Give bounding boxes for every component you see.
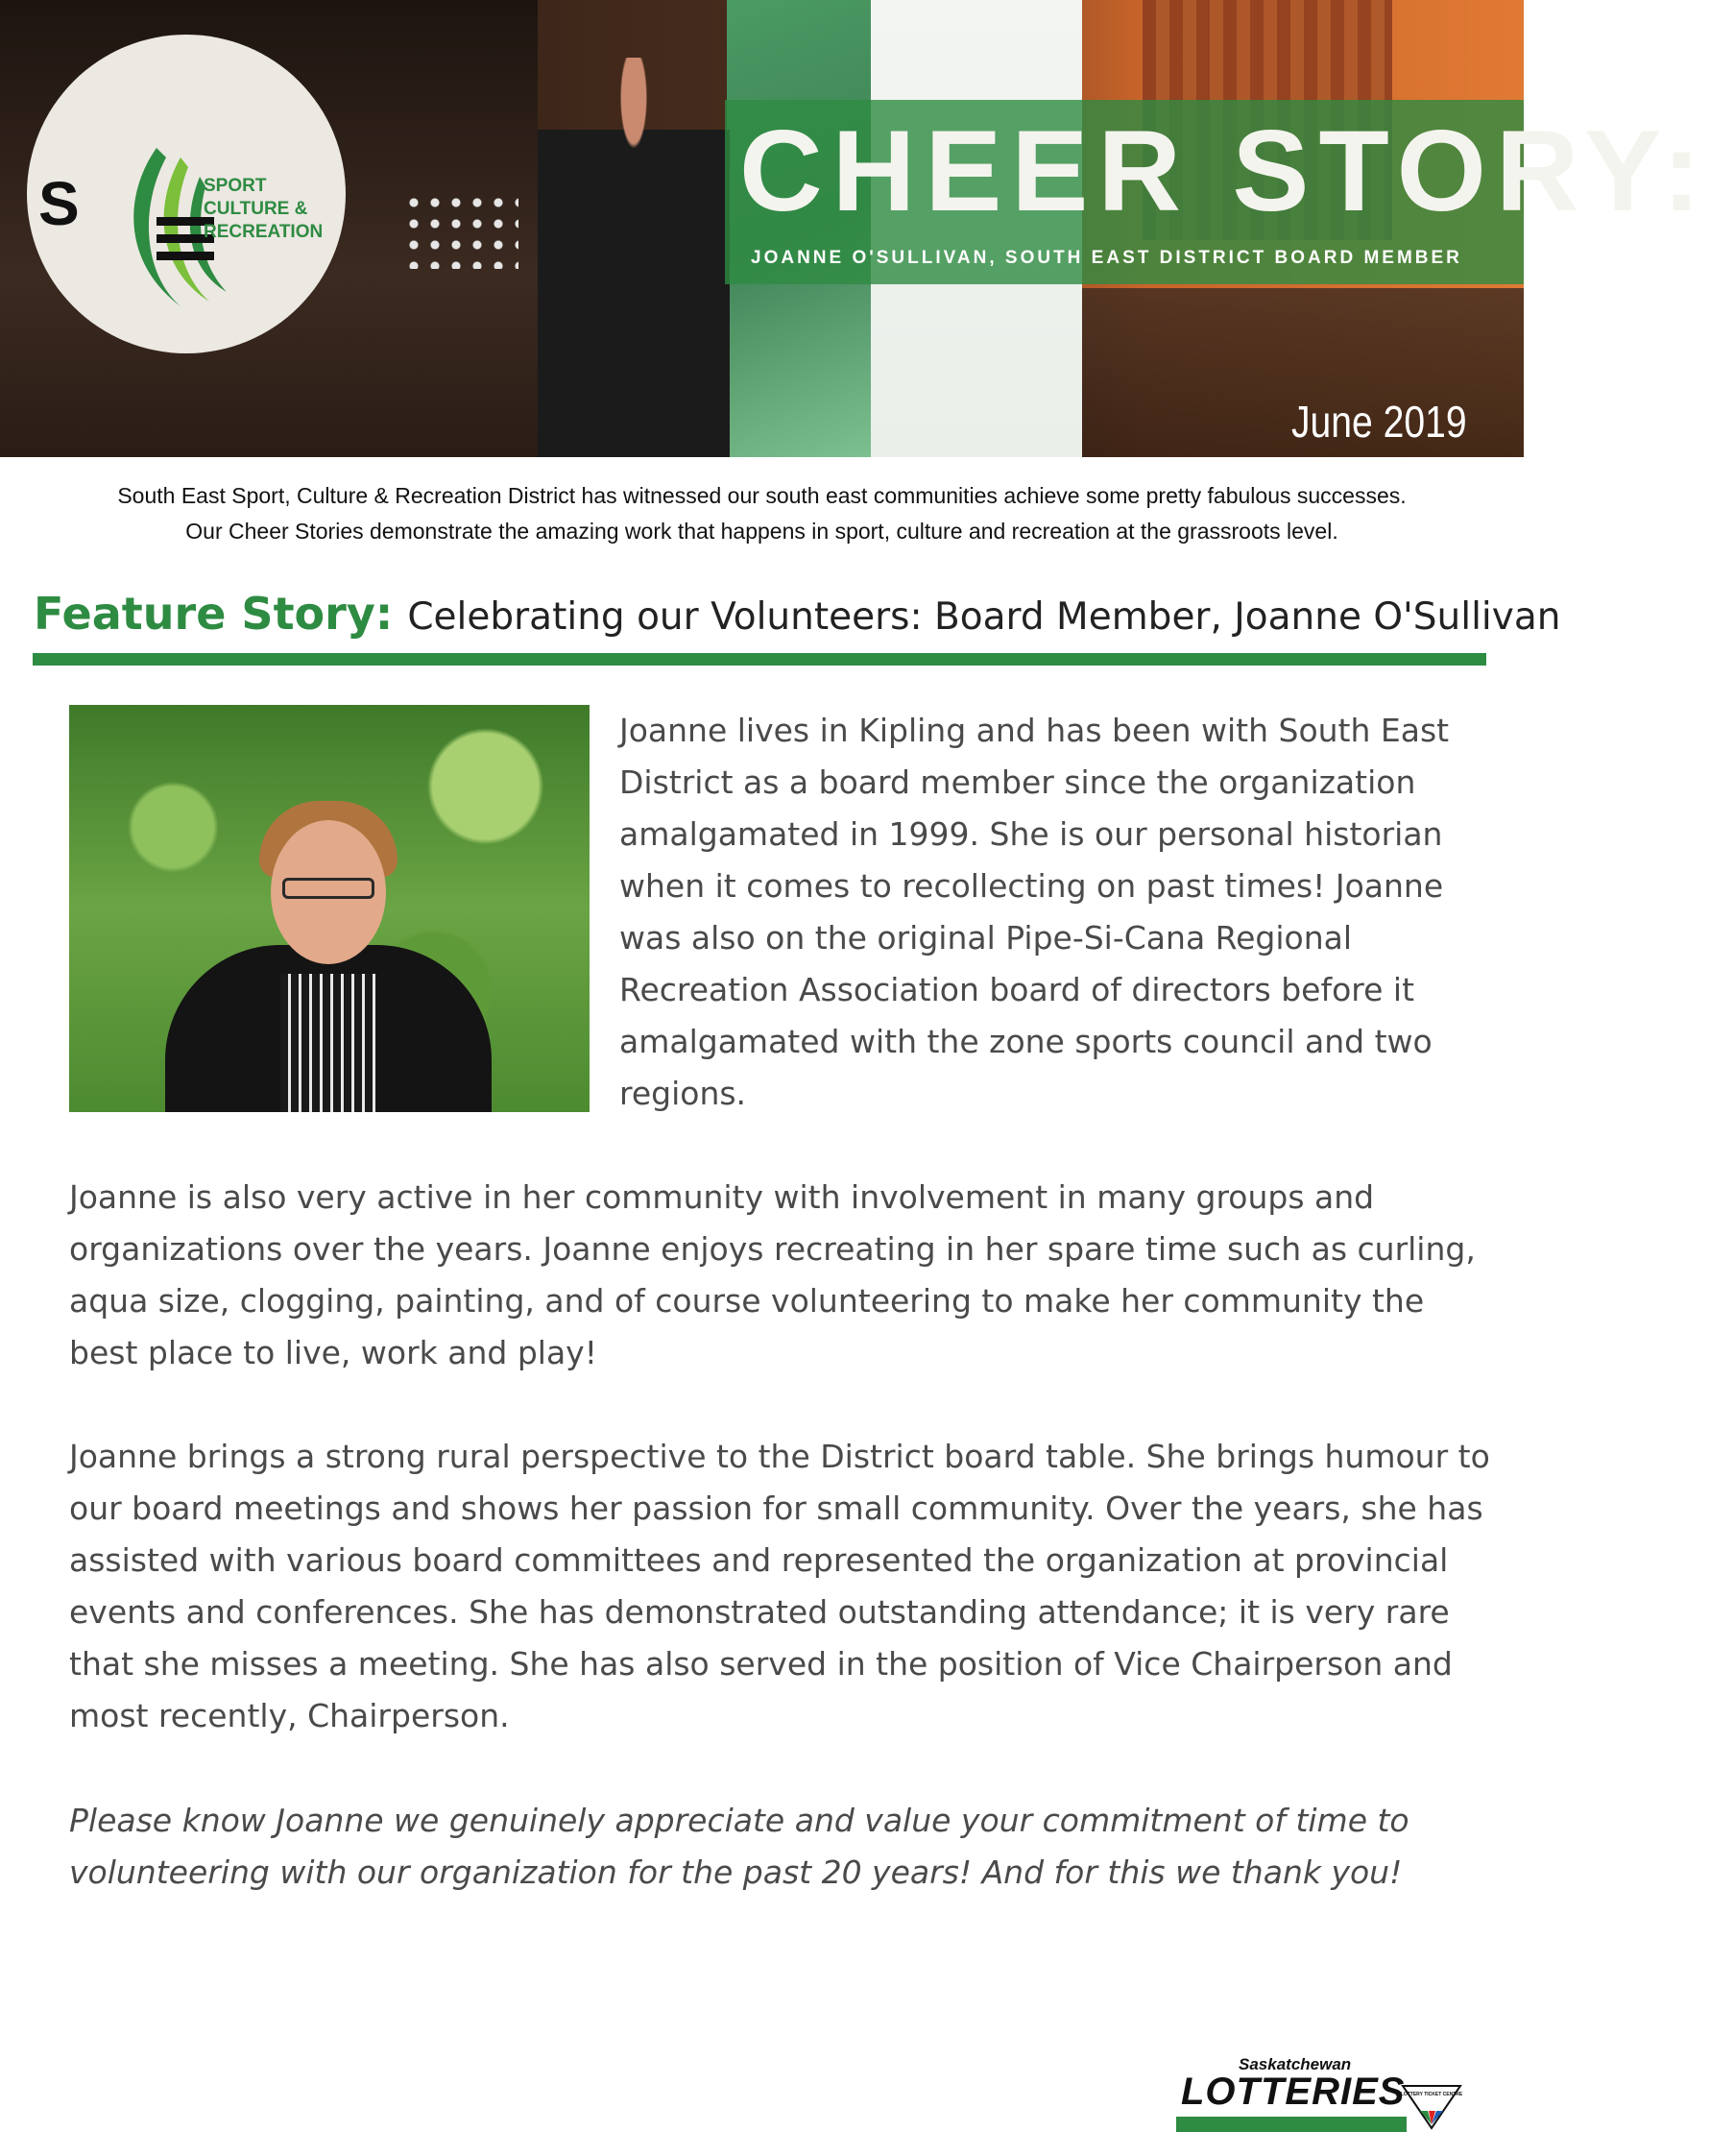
- logo-line-sport: SPORT: [204, 176, 267, 196]
- feature-label: Feature Story:: [34, 588, 394, 640]
- logo-line-recreation: RECREATION: [204, 222, 324, 242]
- hero-speaker-photo: [538, 58, 730, 457]
- badge-text: LOTTERY TICKET CENTRE: [1400, 2092, 1463, 2097]
- page-subtitle: JOANNE O'SULLIVAN, SOUTH EAST DISTRICT BOARD MEMBER: [751, 248, 1462, 268]
- logo-s-letter: S: [38, 169, 80, 238]
- joanne-portrait: [69, 705, 590, 1112]
- page-title: CHEER STORY:: [739, 107, 1710, 235]
- intro-line-2: Our Cheer Stories demonstrate the amazing work that happens in sport, culture and recreation at the grassroots level.: [185, 519, 1338, 544]
- heading-divider: [33, 653, 1486, 666]
- feature-title: Celebrating our Volunteers: Board Member, Joanne O'Sullivan: [407, 595, 1561, 639]
- logo-text: [204, 175, 323, 244]
- district-logo: [27, 35, 346, 353]
- lotteries-province: Saskatchewan: [1239, 2055, 1352, 2073]
- issue-date: June 2019: [1291, 397, 1467, 447]
- hero-music-stand: [403, 192, 518, 269]
- paragraph-3: Joanne brings a strong rural perspective to the District board table. She brings humour to our board meetings and shows her passion for small community. Over the years, she has assisted with various board committees and represented the organization at provincial events and conferences. She has demonstrated outstanding attendance; it is very rare that she misses a meeting. She has also served in the position of Vice Chairperson and most recently, Chairperson.: [69, 1438, 1490, 1734]
- logo-line-culture: CULTURE &: [204, 199, 308, 219]
- intro-line-1: South East Sport, Culture & Recreation District has witnessed our south east communities achieve some pretty fabulous successes.: [117, 483, 1407, 508]
- lotteries-wordmark: LOTTERIES: [1181, 2071, 1406, 2113]
- lottery-ticket-centre-badge-icon: [1399, 2082, 1464, 2130]
- lotteries-green-bar: [1176, 2117, 1407, 2132]
- paragraph-1: Joanne lives in Kipling and has been with South East District as a board member since the organization amalgamated in 1999. She is our personal historian when it comes to recollecting on past times! Joanne was also on the original Pipe-Si-Cana Regional Recreation Association board of directors before it amalgamated with the zone sports council and two regions.: [619, 712, 1450, 1112]
- feature-heading: [34, 588, 1560, 640]
- paragraph-2: Joanne is also very active in her community with involvement in many groups and organizations over the years. Joanne enjoys recreating in her spare time such as curling, aqua size, clogging, painting, and of course volunteering to make her community the best place to live, work and play!: [69, 1178, 1476, 1371]
- sask-lotteries-logo: [1176, 2055, 1483, 2142]
- intro-text: [0, 478, 1524, 549]
- paragraph-4-thanks: Please know Joanne we genuinely appreciate and value your commitment of time to volunteering with our organization for the past 20 years! And for this we thank you!: [69, 1802, 1409, 1891]
